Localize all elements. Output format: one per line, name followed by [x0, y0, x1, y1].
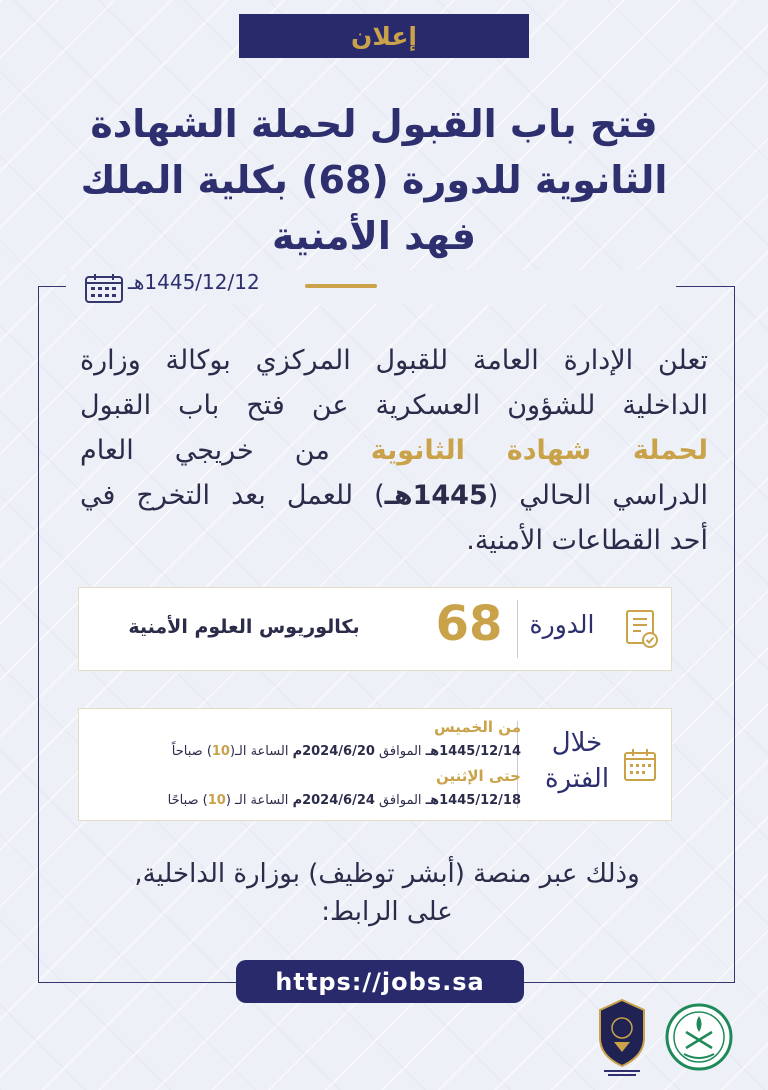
from-date-line — [89, 739, 521, 764]
gold-accent-line — [305, 284, 377, 288]
period-label — [537, 725, 617, 797]
closing-line-1: وذلك عبر منصة (أبشر توظيف) بوزارة الداخلية, — [134, 859, 640, 889]
headline-line-1: فتح باب القبول لحملة الشهادة — [90, 102, 658, 146]
body-line-4-pre: الدراسي الحالي ( — [487, 480, 708, 511]
period-label-line-1: خلال — [551, 728, 603, 758]
to-time-pre: الساعة الـ ( — [225, 793, 293, 808]
college-logo-icon — [596, 998, 648, 1078]
announcement-date: 1445/12/12هـ — [128, 270, 260, 294]
banner-label: إعلان — [351, 21, 417, 51]
from-day: من الخميس — [434, 718, 521, 736]
schedule-calendar-icon — [622, 747, 658, 783]
course-card — [78, 587, 672, 671]
jobs-link-url[interactable]: https://jobs.sa — [275, 967, 485, 996]
announcement-banner — [239, 14, 529, 58]
headline — [40, 96, 708, 264]
to-hijri-date: 1445/12/18هـ — [425, 793, 521, 808]
body-line-4 — [80, 473, 708, 518]
period-details — [89, 715, 521, 813]
jobs-link-button[interactable] — [236, 960, 524, 1003]
body-line-5: أحد القطاعات الأمنية. — [466, 525, 708, 556]
body-line-3 — [80, 428, 708, 473]
academic-year: 1445هـ — [384, 480, 488, 511]
course-number: 68 — [435, 596, 503, 652]
headline-line-2: الثانوية للدورة (68) بكلية الملك — [80, 158, 668, 202]
body-line-2: الداخلية للشؤون العسكرية عن فتح باب القبول — [80, 390, 708, 421]
from-time-pre: الساعة الـ( — [229, 744, 293, 759]
ministry-logo-icon — [664, 1002, 734, 1076]
to-date-line — [89, 788, 521, 813]
course-label: الدورة — [529, 610, 595, 639]
to-time: 10 — [207, 793, 226, 808]
closing-line-2: على الرابط: — [321, 897, 453, 927]
from-time: 10 — [211, 744, 230, 759]
checklist-icon — [624, 608, 660, 650]
body-line-1: تعلن الإدارة العامة للقبول المركزي بوكالة وزارة — [80, 345, 708, 376]
body-line-3-rest: من خريجي العام — [80, 435, 371, 466]
course-description: بكالوريوس العلوم الأمنية — [128, 616, 360, 638]
from-mid: الموافق — [374, 744, 426, 759]
period-label-line-2: الفترة — [544, 764, 610, 794]
calendar-icon — [84, 272, 124, 304]
from-hijri-date: 1445/12/14هـ — [425, 744, 521, 759]
from-time-post: ) صباحاً — [171, 744, 212, 759]
highlight-secondary-holders: لحملة شهادة الثانوية — [370, 435, 708, 466]
closing-text — [80, 855, 694, 931]
announcement-body — [80, 338, 708, 563]
to-day: حتى الإثنين — [435, 767, 521, 785]
period-card — [78, 708, 672, 821]
to-mid: الموافق — [374, 793, 426, 808]
to-gregorian-date: 2024/6/24م — [292, 793, 375, 808]
body-line-4-post: ) للعمل بعد التخرج في — [80, 480, 385, 511]
headline-line-3: فهد الأمنية — [271, 214, 477, 258]
from-gregorian-date: 2024/6/20م — [292, 744, 375, 759]
to-time-post: ) صباحًا — [167, 793, 208, 808]
